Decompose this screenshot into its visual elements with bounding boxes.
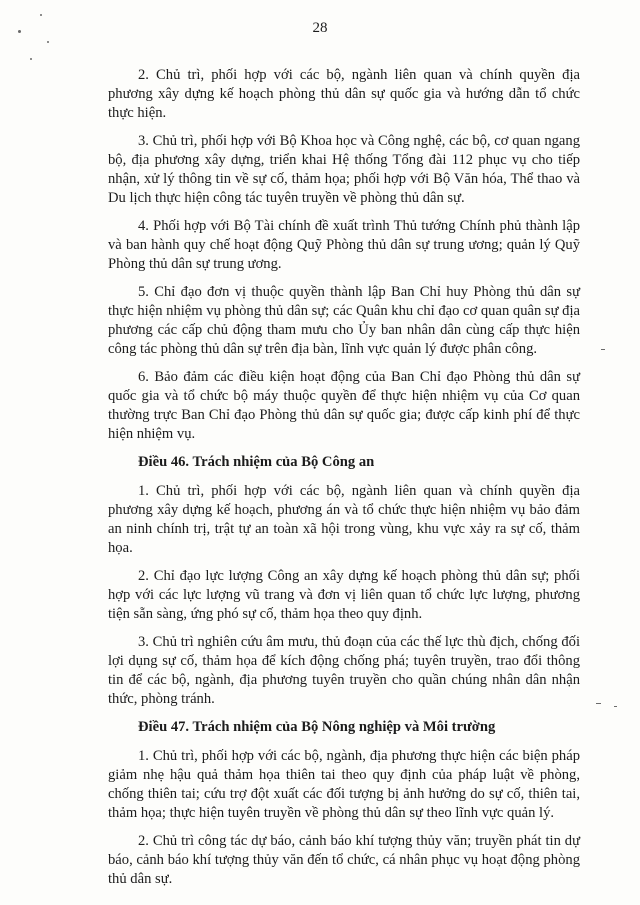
article-47-heading: Điều 47. Trách nhiệm của Bộ Nông nghiệp và Môi trường [138,719,496,735]
scan-speck [30,58,32,60]
paragraph: 2. Chỉ đạo lực lượng Công an xây dựng kế hoạch phòng thủ dân sự; phối hợp với các lực lượng vũ trang và đơn vị liên quan tổ chức lực lượng, phương tiện sẵn sàng, ứng phó sự cố, thảm họa theo quy định. [108,568,580,622]
paragraph: 1. Chủ trì, phối hợp với các bộ, ngành, địa phương thực hiện các biện pháp giảm nhẹ hậu quả thảm họa thiên tai theo quy định của pháp luật về phòng, chống thiên tai; cứu trợ đột xuất các đối tượng bị ảnh hưởng do sự cố, thiên tai, thảm họa; thực hiện tuyên truyền về phòng thủ dân sự theo lĩnh vực quản lý. [108,748,580,821]
page-number: 28 [312,20,328,36]
paragraph: 6. Bảo đảm các điều kiện hoạt động của Ban Chỉ đạo Phòng thủ dân sự quốc gia và tổ chức bộ máy thuộc quyền để thực hiện nhiệm vụ của Cơ quan thường trực Ban Chỉ đạo Phòng thủ dân sự quốc gia; được cấp kinh phí để thực hiện nhiệm vụ. [108,369,580,442]
scan-speck [40,14,42,16]
paragraph: 3. Chủ trì nghiên cứu âm mưu, thủ đoạn của các thế lực thù địch, chống đối lợi dụng sự cố, thảm họa để kích động chống phá; tuyên truyền, trao đổi thông tin để các bộ, ngành, địa phương tuyên truyền cho quần chúng nhân dân nhận thức, phòng tránh. [108,634,580,707]
article-46-heading: Điều 46. Trách nhiệm của Bộ Công an [138,454,375,470]
body-text [108,66,580,898]
paragraph: 1. Chủ trì, phối hợp với các bộ, ngành liên quan và chính quyền địa phương xây dựng kế hoạch, phương án và tổ chức thực hiện nhiệm vụ bảo đảm an ninh chính trị, trật tự an toàn xã hội trong vùng, khu vực xảy ra sự cố, thảm họa. [108,483,580,556]
scan-speck [596,703,601,704]
paragraph: 2. Chủ trì, phối hợp với các bộ, ngành liên quan và chính quyền địa phương xây dựng kế hoạch phòng thủ dân sự quốc gia và hướng dẫn tổ chức thực hiện. [108,67,580,121]
scan-speck [601,349,605,350]
scan-speck [47,41,49,43]
paragraph: 4. Phối hợp với Bộ Tài chính đề xuất trình Thủ tướng Chính phủ thành lập và ban hành quy chế hoạt động Quỹ Phòng thủ dân sự trung ương; quản lý Quỹ Phòng thủ dân sự trung ương. [108,218,580,272]
paragraph: 3. Chủ trì, phối hợp với Bộ Khoa học và Công nghệ, các bộ, cơ quan ngang bộ, địa phương xây dựng, triển khai Hệ thống Tổng đài 112 phục vụ cho tiếp nhận, xử lý thông tin về sự cố, thảm họa; phối hợp với Bộ Văn hóa, Thể thao và Du lịch thực hiện công tác tuyên truyền về phòng thủ dân sự. [108,133,580,206]
paragraph: 2. Chủ trì công tác dự báo, cảnh báo khí tượng thủy văn; truyền phát tin dự báo, cảnh báo khí tượng thủy văn đến tổ chức, cá nhân phục vụ hoạt động phòng thủ dân sự. [108,833,580,887]
scan-speck [614,706,617,707]
paragraph: 5. Chỉ đạo đơn vị thuộc quyền thành lập Ban Chỉ huy Phòng thủ dân sự thực hiện nhiệm vụ phòng thủ dân sự; các Quân khu chỉ đạo cơ quan quân sự địa phương các cấp chủ động tham mưu cho Ủy ban nhân dân cùng cấp thực hiện công tác phòng thủ dân sự trên địa bàn, lĩnh vực quản lý được phân công. [108,284,580,357]
